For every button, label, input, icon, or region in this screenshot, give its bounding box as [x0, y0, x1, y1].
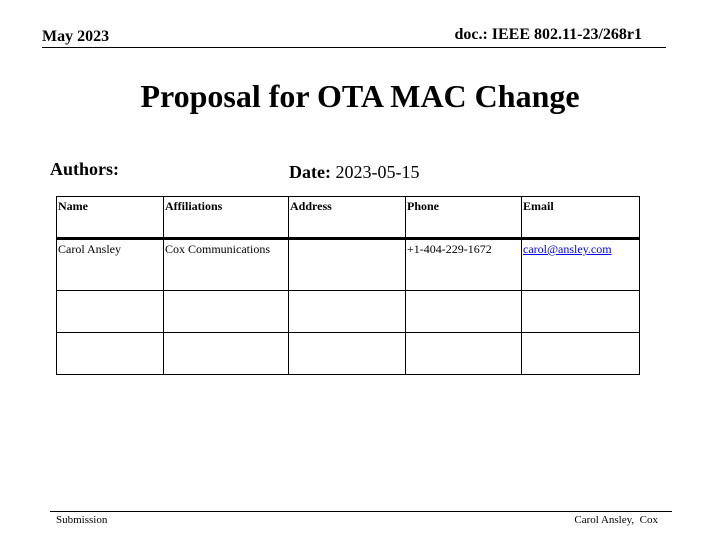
table-row [57, 291, 640, 333]
cell-address [289, 291, 406, 333]
date-value: 2023-05-15 [335, 162, 420, 182]
cell-phone [406, 333, 522, 375]
footer-author: Carol Ansley, Cox [574, 514, 658, 526]
cell-address [289, 333, 406, 375]
cell-email [522, 291, 640, 333]
date-line [289, 162, 419, 183]
cell-affiliation: Cox Communications [164, 239, 289, 291]
header-divider [42, 47, 666, 48]
footer-submission: Submission [56, 514, 108, 526]
table-row [57, 333, 640, 375]
cell-email [522, 239, 640, 291]
column-header-email: Email [522, 197, 640, 239]
footer-divider [50, 511, 672, 512]
slide-title: Proposal for OTA MAC Change [140, 78, 580, 114]
authors-label: Authors: [50, 159, 120, 179]
authors-table [56, 196, 640, 375]
column-header-name: Name [57, 197, 164, 239]
date-label: Date: [289, 162, 331, 182]
column-header-address: Address [289, 197, 406, 239]
header-date: May 2023 [42, 28, 110, 45]
cell-affiliation [164, 333, 289, 375]
cell-name [57, 291, 164, 333]
column-header-phone: Phone [406, 197, 522, 239]
table-header-row [57, 197, 640, 239]
cell-email [522, 333, 640, 375]
cell-phone: +1-404-229-1672 [406, 239, 522, 291]
column-header-affiliations: Affiliations [164, 197, 289, 239]
cell-name [57, 333, 164, 375]
cell-affiliation [164, 291, 289, 333]
email-link[interactable]: carol@ansley.com [523, 242, 612, 256]
cell-address [289, 239, 406, 291]
header-doc-id: doc.: IEEE 802.11-23/268r1 [454, 26, 642, 43]
cell-name: Carol Ansley [57, 239, 164, 291]
table-row [57, 239, 640, 291]
cell-phone [406, 291, 522, 333]
